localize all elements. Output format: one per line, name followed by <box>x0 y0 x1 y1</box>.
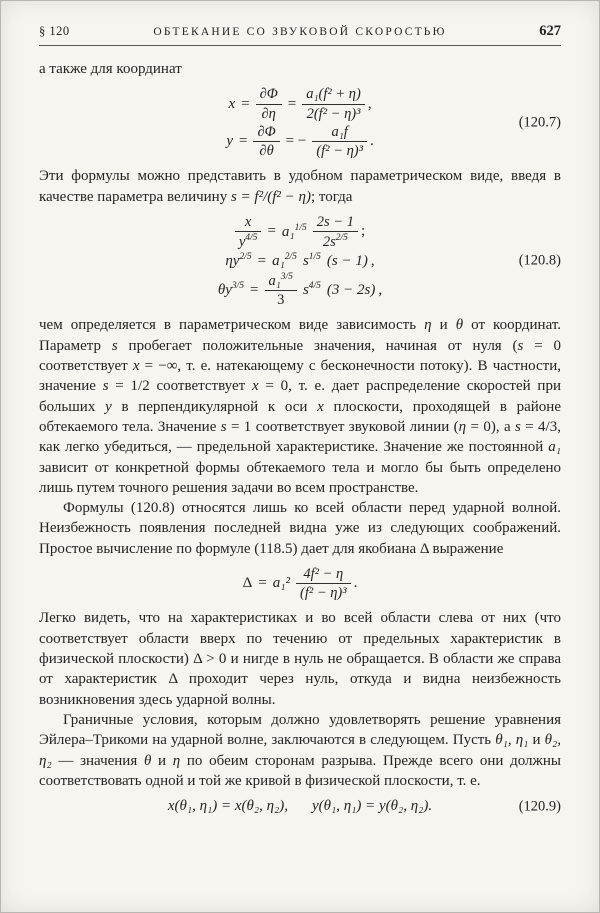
fraction <box>296 566 351 601</box>
equals-sign: = <box>257 252 267 269</box>
equation-number: (120.9) <box>518 798 561 815</box>
inline-math: θ <box>455 317 464 334</box>
fraction <box>265 272 297 308</box>
punctuation: , <box>378 281 383 298</box>
exponent: 2/5 <box>284 252 297 263</box>
fraction-numerator <box>265 272 297 291</box>
equation-120-7 <box>39 86 561 159</box>
exponent: 1/5 <box>308 252 321 263</box>
equals-sign: = <box>258 575 267 592</box>
inline-math: s <box>220 418 227 435</box>
fraction <box>313 214 358 250</box>
text-run: в перпендикулярной к оси <box>111 398 318 415</box>
fraction-numerator: a₁f <box>312 124 367 142</box>
text-run: чем определяется в параметрическом виде зависимость <box>39 317 425 334</box>
text-run: Формулы (120.8) относятся лишь ко всей области перед ударной волной. Неизбежность появления последней видна уже из следующих соображений. Простое вычисление по формуле (118.5) дает для якобиана Δ выражение <box>39 500 561 557</box>
coefficient: a₁ <box>272 253 285 270</box>
fraction-denominator: (f² − η)³ <box>299 585 347 602</box>
fraction-numerator: ∂Φ <box>256 86 282 104</box>
exponent: 2/5 <box>239 252 252 263</box>
math-token <box>225 252 251 270</box>
equation-line <box>39 214 561 250</box>
equals-sign: = <box>250 281 259 298</box>
text-run: по обеим сторонам разрыва. Прежде всего они должны соответствовать одной и той же кривой в физической плоскости, т. е. <box>39 752 561 789</box>
equation-number: (120.7) <box>518 114 561 131</box>
equation-line <box>39 252 561 270</box>
math-token: 2s <box>322 233 336 250</box>
chapter-title: ОБТЕКАНИЕ СО ЗВУКОВОЙ СКОРОСТЬЮ <box>153 26 447 38</box>
fraction-numerator: ∂Φ <box>253 124 279 142</box>
exponent: 3/5 <box>280 272 293 283</box>
math-token: x(θ₁, η₁) = x(θ₂, η₂), <box>167 798 288 815</box>
fraction-denominator <box>235 232 262 250</box>
punctuation: . <box>369 133 374 149</box>
inline-math: η <box>458 418 467 435</box>
text-run: Эти формулы можно представить в удобном параметрическом виде, введя в качестве параметра величину <box>39 168 561 205</box>
inline-math: η <box>172 752 181 769</box>
equals-sign: = <box>238 133 248 149</box>
inline-math: s <box>102 378 109 395</box>
text-run: = −∞, т. е. натекающему с бесконечности потоку). В частности, значение <box>39 358 561 395</box>
inline-math: θ <box>143 752 152 769</box>
text-run: плоскости, проходящей в районе обтекаемого тела. Значение <box>39 398 561 435</box>
fraction-denominator: 2(f² − η)³ <box>306 105 361 122</box>
equation-number: (120.8) <box>518 252 561 269</box>
exponent: 4/5 <box>308 281 321 292</box>
math-token: (s − 1) <box>326 252 368 269</box>
paragraph-4 <box>39 498 561 559</box>
inline-math: s <box>517 337 524 354</box>
exponent: 4/5 <box>245 233 258 244</box>
inline-math: η <box>424 317 432 334</box>
punctuation: . <box>353 575 358 592</box>
text-run: — значения <box>51 752 144 769</box>
math-token: y <box>226 133 233 149</box>
paragraph-3 <box>39 315 561 498</box>
math-token <box>272 252 297 270</box>
text-run: пробегает положительные значения, начиная от нуля ( <box>117 337 518 354</box>
equation-line <box>39 86 561 121</box>
fraction-denominator: ∂η <box>261 105 276 122</box>
fraction-denominator: ∂θ <box>259 143 274 159</box>
text-run: а также для координат <box>39 61 182 77</box>
text-run: зависит от конкретной формы обтекаемого тела и могло бы быть определено лишь путем точного решения задачи во всем пространстве. <box>39 459 561 496</box>
fraction-denominator: (f² − η)³ <box>316 143 363 159</box>
paragraph-2 <box>39 166 561 207</box>
fraction <box>253 124 279 159</box>
text-run: Легко видеть, что на характеристиках и во всей области слева от них (что соответствует области вверх по течению от предельных характеристик в физической плоскости) Δ > 0 и нигде в нуль не обращается. В области же справа от характеристик Δ проходит через нуль, откуда и видна неизбежность возникновения здесь ударной волны. <box>39 610 561 708</box>
math-token: Δ <box>242 575 253 592</box>
inline-math: y <box>105 398 112 415</box>
fraction-numerator: 4f² − η <box>296 566 351 584</box>
punctuation: , <box>367 95 372 112</box>
text-run: и <box>151 752 173 769</box>
equals-sign: = <box>287 95 297 112</box>
math-token: (3 − 2s) <box>326 281 376 298</box>
math-token: s <box>302 253 309 270</box>
inline-math: x <box>132 358 140 375</box>
paragraph-5 <box>39 608 561 709</box>
inline-math: x <box>317 398 324 415</box>
fraction-numerator: 2s − 1 <box>313 214 358 232</box>
equation-120-8 <box>39 214 561 309</box>
exponent: 3/5 <box>231 281 245 292</box>
text-run: = 0 соответствует <box>39 337 562 375</box>
equation-line <box>39 124 561 159</box>
paragraph-6 <box>39 710 561 791</box>
fraction <box>256 86 282 121</box>
punctuation: , <box>370 252 375 269</box>
fraction <box>235 214 262 250</box>
paragraph-1 <box>39 59 561 79</box>
inline-math: s <box>515 418 521 435</box>
header-rule <box>39 45 561 46</box>
coefficient: a₁² <box>272 575 290 592</box>
equals-minus-sign: = − <box>285 133 307 149</box>
equation-lines <box>39 214 561 309</box>
math-token <box>218 281 244 299</box>
text-run: = 0, т. е. дает распределение скоростей при больших <box>39 378 561 415</box>
math-token: y(θ₁, η₁) = y(θ₂, η₂). <box>312 798 433 815</box>
text-run: и <box>431 317 456 334</box>
exponent: 1/5 <box>294 222 307 233</box>
equals-sign: = <box>267 223 276 240</box>
equation-line <box>39 566 561 601</box>
inline-math: s <box>111 337 118 354</box>
text-run: Граничные условия, которым должно удовлетворять решение уравнения Эйлера–Трикоми на ударной волне, заключаются в следующем. Пусть <box>39 711 561 749</box>
math-token <box>303 281 321 299</box>
inline-math: s = f²/(f² − η) <box>230 188 311 205</box>
fraction <box>312 124 367 159</box>
section-number: § 120 <box>39 24 70 38</box>
text-run: = 1/2 соответствует <box>108 378 252 395</box>
inline-math: x <box>251 378 259 395</box>
math-token: y <box>238 233 246 250</box>
equation-line <box>39 272 561 308</box>
fraction-denominator: 3 <box>277 292 285 309</box>
equation-line <box>39 798 561 815</box>
equation-lines <box>39 86 561 159</box>
math-token: ηy <box>225 253 240 270</box>
text-run: = 4/3, как легко убедиться, — предельной характеристике. Значение же постоянной <box>39 418 561 456</box>
text-run: = 0), а <box>466 418 515 435</box>
punctuation: ; <box>360 223 366 240</box>
math-token: s <box>302 282 309 299</box>
coefficient: a₁ <box>268 272 281 289</box>
inline-math: θ₂, η₂ <box>39 732 561 769</box>
fraction-numerator: x <box>235 214 262 232</box>
text-run: = 1 соответствует звуковой линии ( <box>226 418 459 435</box>
equation-delta <box>39 566 561 601</box>
text-run: от координат. Параметр <box>39 317 562 354</box>
fraction <box>302 86 365 121</box>
coefficient: a₁ <box>281 223 295 240</box>
fraction-numerator: a₁(f² + η) <box>302 86 365 104</box>
equation-120-9 <box>39 798 561 815</box>
equals-sign: = <box>241 95 250 112</box>
math-token: x <box>228 95 236 112</box>
running-head <box>39 23 561 40</box>
math-token: θy <box>217 282 232 299</box>
math-token <box>303 252 321 270</box>
text-run: и <box>528 732 545 749</box>
exponent: 2/5 <box>335 233 348 244</box>
fraction-denominator <box>313 232 358 250</box>
inline-math: θ₁, η₁ <box>495 732 529 749</box>
math-token <box>282 223 307 241</box>
page-number: 627 <box>539 23 561 39</box>
text-run: ; тогда <box>310 188 353 205</box>
inline-math: a₁ <box>548 439 561 456</box>
